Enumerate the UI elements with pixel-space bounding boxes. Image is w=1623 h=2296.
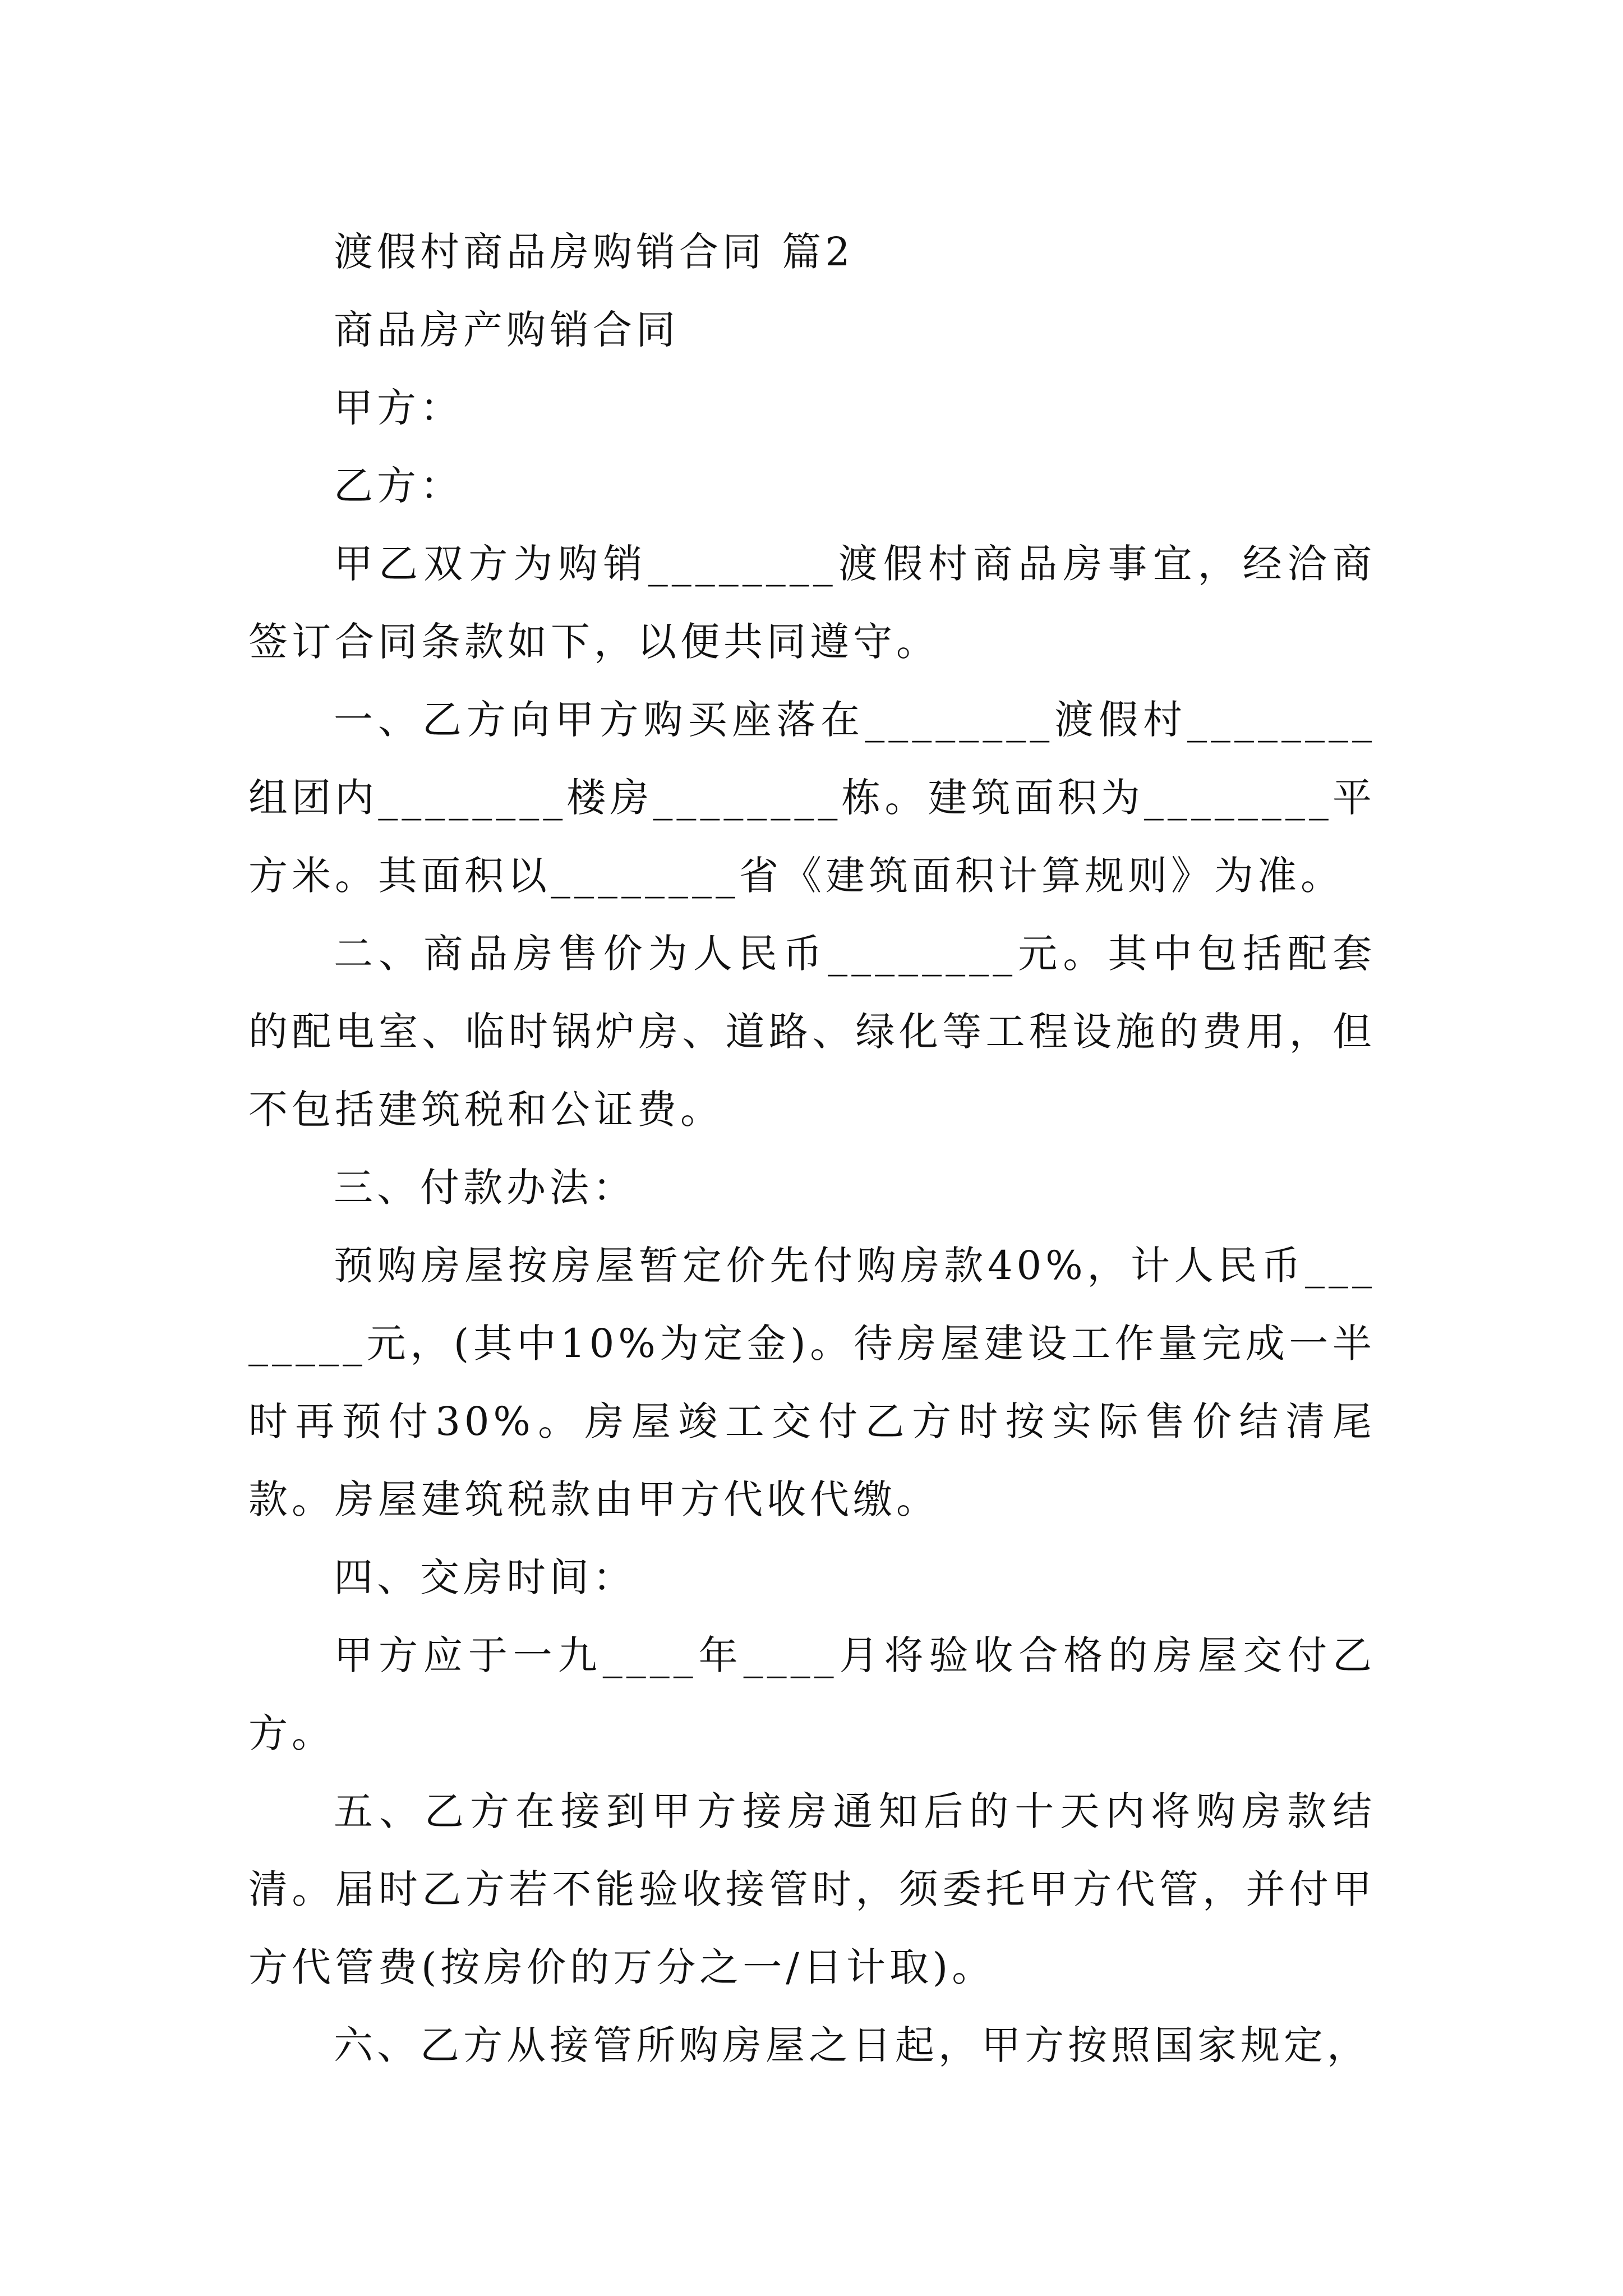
clause-5-paragraph: 五、乙方在接到甲方接房通知后的十天内将购房款结清。届时乙方若不能验收接管时，须委托甲方代管，并付甲方代管费(按房价的万分之一/日计取)。 [248, 1788, 1376, 1990]
contract-title: 商品房产购销合同 [334, 307, 679, 353]
party-b-line: 乙方： [334, 463, 463, 509]
clause-4-paragraph: 甲方应于一九____年____月将验收合格的房屋交付乙方。 [248, 1632, 1376, 1756]
clause-1-paragraph: 一、乙方向甲方购买座落在________渡假村________组团内________楼房________栋。建筑面积为________平方米。其面积以________省《建筑面积计算规则》为准。 [248, 697, 1376, 899]
clause-3-heading: 三、付款办法： [334, 1165, 636, 1211]
section-title: 渡假村商品房购销合同 篇2 [334, 229, 854, 275]
clause-3-paragraph: 预购房屋按房屋暂定价先付购房款40%，计人民币________元，(其中10%为定金)。待房屋建设工作量完成一半时再预付30%。房屋竣工交付乙方时按实际售价结清尾款。房屋建筑税款由甲方代收代缴。 [248, 1243, 1376, 1522]
clause-6-paragraph: 六、乙方从接管所购房屋之日起，甲方按照国家规定， [334, 2022, 1370, 2068]
clause-2-paragraph: 二、商品房售价为人民币________元。其中包括配套的配电室、临时锅炉房、道路、绿化等工程设施的费用，但不包括建筑税和公证费。 [248, 931, 1376, 1133]
document-body [248, 213, 1376, 2085]
preamble-paragraph: 甲乙双方为购销________渡假村商品房事宜，经洽商签订合同条款如下，以便共同遵守。 [248, 541, 1376, 665]
clause-4-heading: 四、交房时间： [334, 1554, 636, 1600]
party-a-line: 甲方： [334, 385, 463, 431]
